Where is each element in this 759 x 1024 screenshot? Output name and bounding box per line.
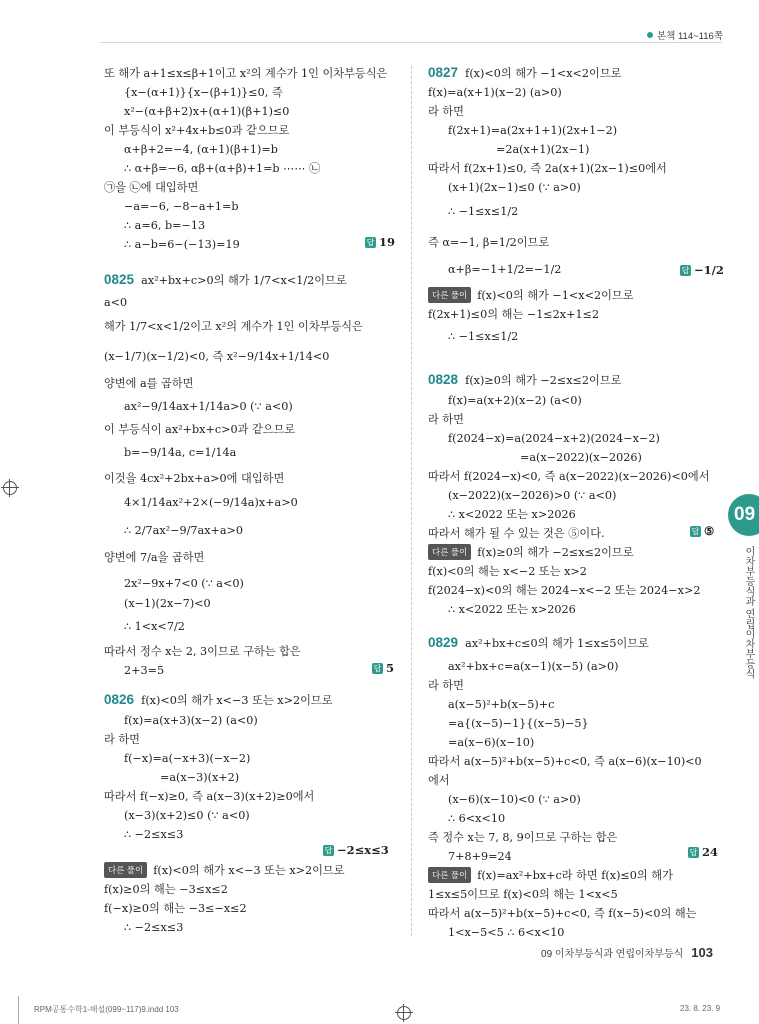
solution-line: 4×1/14ax²+2×(−9/14a)x+a>0 — [124, 496, 298, 509]
solution-line: 2+3=5 — [124, 664, 165, 677]
solution-line: =2a(x+1)(2x−1) — [496, 143, 590, 156]
date-slug: 23. 8. 23. 9 — [680, 1004, 721, 1013]
solution-line: =a{(x−5)−1}{(x−5)−5} — [448, 717, 589, 730]
answer-icon: 답 — [366, 238, 375, 247]
header-text: 본책 114~116쪽 — [656, 31, 723, 42]
solution-line: 또 해가 a+1≤x≤β+1이고 x²의 계수가 1인 이차부등식은 — [104, 67, 388, 80]
solution-line: ∴ a−b=6−(−13)=19 — [124, 238, 240, 251]
solution-line: 따라서 해가 될 수 있는 것은 ⑤이다. — [428, 527, 605, 540]
solution-line: x²−(α+β+2)x+(α+1)(β+1)≤0 — [124, 105, 290, 118]
alt-solution-0829 — [428, 867, 673, 883]
solution-line: ∴ −2≤x≤3 — [124, 828, 184, 841]
solution-line: ∴ −1≤x≤1/2 — [448, 205, 519, 218]
answer-value: ⑤ — [704, 524, 715, 538]
solution-line: ∴ 1<x<7/2 — [124, 620, 185, 633]
solution-line: a(x−5)²+b(x−5)+c — [448, 698, 555, 711]
page-footer — [541, 945, 713, 960]
solution-line: ∴ a=6, b=−13 — [124, 219, 206, 232]
registration-mark-icon — [397, 1006, 411, 1020]
alt-solution-0827 — [428, 287, 634, 303]
solution-line: (x−3)(x+2)≤0 (∵ a<0) — [124, 809, 250, 822]
alt-text: f(x)≥0의 해가 −2≤x≤2이므로 — [477, 546, 634, 559]
solution-line: 따라서 a(x−5)²+b(x−5)+c<0, 즉 f(x−5)<0의 해는 — [428, 907, 697, 920]
solution-line: 라 하면 — [104, 733, 140, 746]
solution-line: 즉 α=−1, β=1/2이므로 — [428, 236, 550, 249]
solution-line: 라 하면 — [428, 679, 464, 692]
solution-line: 따라서 f(2x+1)≤0, 즉 2a(x+1)(2x−1)≤0에서 — [428, 162, 667, 175]
answer-0824 — [365, 235, 395, 249]
solution-line: 라 하면 — [428, 413, 464, 426]
solution-line: {x−(α+1)}{x−(β+1)}≤0, 즉 — [124, 86, 283, 99]
solution-line: 이 부등식이 x²+4x+b≤0과 같으므로 — [104, 124, 290, 137]
solution-line: 따라서 정수 x는 2, 3이므로 구하는 합은 — [104, 645, 301, 658]
solution-line: f(2024−x)<0의 해는 2024−x<−2 또는 2024−x>2 — [428, 584, 701, 597]
answer-icon: 답 — [691, 527, 700, 536]
alt-badge: 다른 풀이 — [428, 867, 471, 883]
alt-text: f(x)<0의 해가 −1<x<2이므로 — [477, 289, 634, 302]
solution-line: 해가 1/7<x<1/2이고 x²의 계수가 1인 이차부등식은 — [104, 320, 363, 333]
answer-value: −2≤x≤3 — [337, 843, 389, 857]
solution-line: 이것을 4cx²+2bx+a>0에 대입하면 — [104, 472, 285, 485]
solution-line: f(−x)≥0의 해는 −3≤−x≤2 — [104, 902, 247, 915]
solution-line: 1≤x≤5이므로 f(x)<0의 해는 1<x<5 — [428, 888, 618, 901]
solution-line: 이 부등식이 ax²+bx+c>0과 같으므로 — [104, 423, 296, 436]
solution-line: α+β+2=−4, (α+1)(β+1)=b — [124, 143, 278, 156]
answer-0827 — [680, 263, 724, 277]
solution-line: ∴ α+β=−6, αβ+(α+β)+1=b ⋯⋯ ㉡ — [124, 162, 321, 175]
crop-mark — [18, 996, 19, 1024]
solution-line: α+β=−1+1/2=−1/2 — [448, 263, 562, 276]
problem-statement: f(x)≥0의 해가 −2≤x≤2이므로 — [465, 374, 622, 387]
solution-line: 양변에 a를 곱하면 — [104, 377, 194, 390]
solution-line: 라 하면 — [428, 105, 464, 118]
solution-line: a<0 — [104, 296, 128, 309]
problem-number: 0829 — [428, 635, 459, 650]
solution-line: 1<x−5<5 ∴ 6<x<10 — [448, 926, 565, 939]
problem-0826 — [104, 693, 333, 708]
problem-number: 0827 — [428, 65, 459, 80]
solution-line: f(2024−x)=a(2024−x+2)(2024−x−2) — [448, 432, 660, 445]
solution-line: f(x)<0의 해는 x<−2 또는 x>2 — [428, 565, 587, 578]
answer-value: 24 — [702, 845, 719, 859]
solution-line: f(x)=a(x+3)(x−2) (a<0) — [124, 714, 258, 727]
answer-icon: 답 — [689, 848, 698, 857]
solution-line: =a(x−2022)(x−2026) — [520, 451, 642, 464]
footer-title: 09 이차부등식과 연립이차부등식 — [541, 949, 684, 960]
solution-line: (x−1/7)(x−1/2)<0, 즉 x²−9/14x+1/14<0 — [104, 350, 330, 363]
solution-line: f(2x+1)≤0의 해는 −1≤2x+1≤2 — [428, 308, 600, 321]
solution-line: (x+1)(2x−1)≤0 (∵ a>0) — [448, 181, 581, 194]
solution-line: 에서 — [428, 774, 450, 787]
registration-mark-icon — [3, 481, 17, 495]
answer-icon: 답 — [373, 664, 382, 673]
solution-line: (x−1)(2x−7)<0 — [124, 597, 211, 610]
problem-number: 0825 — [104, 272, 135, 287]
alt-badge: 다른 풀이 — [428, 544, 471, 560]
solution-line: f(x)≥0의 해는 −3≤x≤2 — [104, 883, 228, 896]
header-rule — [100, 42, 722, 43]
page-header — [647, 28, 723, 42]
solution-line: ㉠을 ㉡에 대입하면 — [104, 181, 199, 194]
solution-line: ∴ −1≤x≤1/2 — [448, 330, 519, 343]
problem-statement: ax²+bx+c>0의 해가 1/7<x<1/2이므로 — [141, 274, 347, 287]
alt-badge: 다른 풀이 — [104, 862, 147, 878]
solution-line: b=−9/14a, c=1/14a — [124, 446, 237, 459]
problem-number: 0826 — [104, 692, 135, 707]
solution-line: 따라서 f(2024−x)<0, 즉 a(x−2022)(x−2026)<0에서 — [428, 470, 710, 483]
solution-line: (x−2022)(x−2026)>0 (∵ a<0) — [448, 489, 617, 502]
solution-line: ∴ x<2022 또는 x>2026 — [448, 508, 576, 521]
column-divider — [411, 66, 412, 936]
answer-0826 — [323, 843, 389, 857]
chapter-title: 이차부등식과 연립이차부등식 — [743, 546, 754, 679]
solution-line: 7+8+9=24 — [448, 850, 512, 863]
answer-icon: 답 — [681, 266, 690, 275]
solution-line: f(2x+1)=a(2x+1+1)(2x+1−2) — [448, 124, 618, 137]
solution-line: ax²−9/14ax+1/14a>0 (∵ a<0) — [124, 400, 293, 413]
solution-line: ∴ −2≤x≤3 — [124, 921, 184, 934]
solution-line: 양변에 7/a을 곱하면 — [104, 551, 205, 564]
answer-0829 — [688, 845, 718, 859]
alt-text: f(x)=ax²+bx+c라 하면 f(x)≤0의 해가 — [477, 869, 673, 882]
solution-line: ax²+bx+c=a(x−1)(x−5) (a>0) — [448, 660, 619, 673]
alt-badge: 다른 풀이 — [428, 287, 471, 303]
answer-icon: 답 — [324, 846, 333, 855]
bullet-dot-icon — [647, 32, 653, 38]
answer-value: 5 — [386, 661, 395, 675]
answer-value: −1/2 — [694, 263, 724, 277]
problem-0827 — [428, 66, 621, 81]
solution-line: −a=−6, −8−a+1=b — [124, 200, 239, 213]
solution-line: =a(x−3)(x+2) — [160, 771, 240, 784]
solution-line: (x−6)(x−10)<0 (∵ a>0) — [448, 793, 581, 806]
problem-0825 — [104, 273, 347, 288]
solution-line: 즉 정수 x는 7, 8, 9이므로 구하는 합은 — [428, 831, 618, 844]
solution-line: ∴ 6<x<10 — [448, 812, 506, 825]
alt-solution-0828 — [428, 544, 634, 560]
problem-number: 0828 — [428, 372, 459, 387]
solution-line: f(x)=a(x+2)(x−2) (a<0) — [448, 394, 582, 407]
solution-line: ∴ x<2022 또는 x>2026 — [448, 603, 576, 616]
solution-line: =a(x−6)(x−10) — [448, 736, 535, 749]
answer-0828 — [690, 524, 714, 538]
alt-solution-0826 — [104, 862, 345, 878]
solution-line: 따라서 f(−x)≥0, 즉 a(x−3)(x+2)≥0에서 — [104, 790, 315, 803]
page-number: 103 — [691, 945, 713, 960]
solution-line: f(−x)=a(−x+3)(−x−2) — [124, 752, 251, 765]
answer-value: 19 — [379, 235, 396, 249]
file-slug: RPM공통수학1-해설(099~117)9.indd 103 — [34, 1005, 179, 1014]
problem-statement: f(x)<0의 해가 x<−3 또는 x>2이므로 — [141, 694, 333, 707]
problem-0829 — [428, 636, 649, 651]
problem-statement: f(x)<0의 해가 −1<x<2이므로 — [465, 67, 622, 80]
problem-statement: ax²+bx+c≤0의 해가 1≤x≤5이므로 — [465, 637, 649, 650]
problem-0828 — [428, 373, 621, 388]
solution-line: ∴ 2/7ax²−9/7ax+a>0 — [124, 524, 244, 537]
solution-line: f(x)=a(x+1)(x−2) (a>0) — [428, 86, 562, 99]
chapter-tab: 09 — [728, 494, 759, 536]
solution-line: 2x²−9x+7<0 (∵ a<0) — [124, 577, 244, 590]
solution-line: 따라서 a(x−5)²+b(x−5)+c<0, 즉 a(x−6)(x−10)<0 — [428, 755, 702, 768]
answer-0825 — [372, 661, 394, 675]
alt-text: f(x)<0의 해가 x<−3 또는 x>2이므로 — [153, 864, 345, 877]
